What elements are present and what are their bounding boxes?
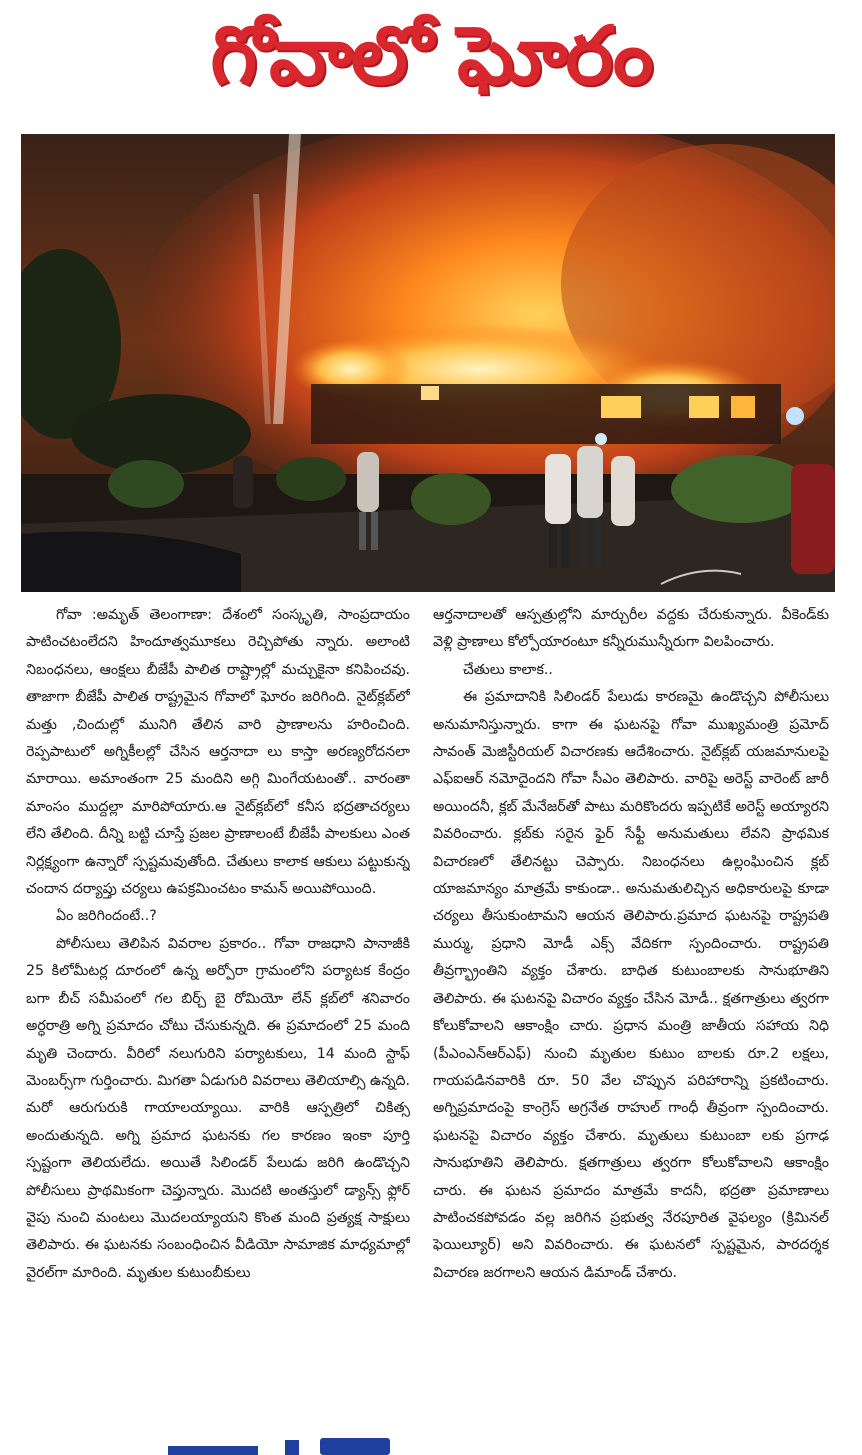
article-paragraph: గోవా :అమృత్ తెలంగాణా: దేశంలో సంస్కృతి, సాంప్రదాయం పాటించటంలేదని హిందూత్వమూకలు రెచ్చిపోతు న్నారు. అలాంటి నిబంధనలు, ఆంక్షలు బీజేపీ పాలిత రాష్ట్రాల్లో మచ్చుకైనా కనిపించవు. తాజాగా బీజేపీ పాలిత రాష్ట్రమైన గోవాలో ఘోరం జరిగింది. నైట్‌క్లబ్‌లో మత్తు ,చిందుల్లో మునిగి తేలిన వారి ప్రాణాలను హరించింది. రెప్పపాటులో అగ్నికీలల్లో చేసిన ఆర్తనాదా లు కాస్తా అరణ్యరోదనలా మారాయి. అమాంతంగా 25 మందిని అగ్గి మింగేయటంతో.. వారంతా మాంసం ముద్దల్లా మారిపోయారు.ఆ నైట్‌క్లబ్‌లో కనీస భద్రతాచర్యలు లేని తేలింది. దీన్ని బట్టి చూస్తే ప్రజల ప్రాణాలంటే బీజేపీ పాలకులు ఎంత నిర్లక్ష్యంగా ఉన్నారో స్పష్టమవుతోంది. చేతులు కాలాక ఆకులు పట్టుకున్న చందాన దర్యాప్తు చర్యలు ఉపక్రమించటం కామన్ అయిపోయింది. xyxy=(26,607,410,898)
article-subheading: చేతులు కాలాక.. xyxy=(463,661,553,678)
headline: గోవాలో ఘోరం xyxy=(210,9,652,102)
masthead-fragment-logo xyxy=(160,1436,410,1455)
article-paragraph: పోలీసులు తెలిపిన వివరాల ప్రకారం.. గోవా రాజధాని పానాజీకి 25 కిలోమీటర్ల దూరంలో ఉన్న అర్పోరా గ్రామంలోని పర్యాటక కేంద్రం బగా బీచ్ సమీపంలో గల బిర్చ్ బై రోమియో లేన్ క్లబ్‌లో శనివారం అర్ధరాత్రి అగ్ని ప్రమాదం చోటు చేసుకున్నది. ఈ ప్రమాదంలో 25 మంది మృతి చెందారు. వీరిలో నలుగురిని పర్యాటకులు, 14 మంది స్టాఫ్ మెంబర్స్‌గా గుర్తించారు. మిగతా ఏడుగురి వివరాలు తెలియాల్సి ఉన్నది. మరో ఆరుగురుకి గాయాలయ్యాయి. వారికి ఆస్పత్రిలో చికిత్స అందుతున్నది. అగ్ని ప్రమాద ఘటనకు గల కారణం ఇంకా పూర్తి స్పష్టంగా తెలియలేదు. అయితే సిలిండర్ పేలుడు జరిగి ఉండొచ్చని పోలీసులు ప్రాథమికంగా చెప్తున్నారు. మొదటి అంతస్తులో డ్యాన్స్ ఫ్లోర్ వైపు నుంచి మంటలు మొదలయ్యాయని కొంత మంది ప్రత్యక్ష సాక్షులు తెలిపారు. ఈ ఘటనకు సంబంధించిన వీడియో సామాజిక మాధ్యమాల్లో వైరల్‌గా మారింది. మృతుల కుటుంబీకులు xyxy=(26,935,410,1281)
fire-scene-photo xyxy=(21,134,835,592)
article-paragraph: ఈ ప్రమాదానికి సిలిండర్ పేలుడు కారణమై ఉండొచ్చని పోలీసులు అనుమానిస్తున్నారు. కాగా ఈ ఘటనపై గోవా ముఖ్యమంత్రి ప్రమోద్ సావంత్ మెజిస్టీరియల్ విచారణకు ఆదేశించారు. నైట్‌క్లబ్ యజమానులపై ఎఫ్ఐఆర్ నమోదైందని గోవా సీఎం తెలిపారు. వారిపై అరెస్ట్ వారెంట్ జారీ అయిందనీ, క్లబ్ మేనేజర్‌తో పాటు మరికొందరు ఇప్పటికే అరెస్ట్ అయ్యారని వివరించారు. క్లబ్‌కు సరైన ఫైర్ సేఫ్టీ అనుమతులు లేవని ప్రాథమిక విచారణలో తేలినట్టు చెప్పారు. నిబంధనలు ఉల్లంఘించిన క్లబ్ యాజమాన్యం మాత్రమే కాకుండా.. అనుమతులిచ్చిన అధికారులపై కూడా చర్యలు తీసుకుంటామని ఆయన తెలిపారు.ప్రమాద ఘటనపై రాష్ట్రపతి ముర్ము, ప్రధాని మోడీ ఎక్స్ వేదికగా స్పందించారు. రాష్ట్రపతి తీవ్రగ్భ్రాంతిని వ్యక్తం చేశారు. బాధిత కుటుంబాలకు సానుభూతిని తెలిపారు. ఈ ఘటనపై విచారం వ్యక్తం చేసిన మోడీ.. క్షతగాత్రులు త్వరగా కోలుకోవాలని ఆకాంక్షిం చారు. ప్రధాన మంత్రి జాతీయ సహాయ నిధి (పీఎంఎన్ఆర్ఎఫ్) నుంచి మృతుల కుటుం బాలకు రూ.2 లక్షలు, గాయపడినవారికి రూ. 50 వేల చొప్పున పరిహారాన్ని ప్రకటించారు. అగ్నిప్రమాదంపై కాంగ్రెస్ అగ్రనేత రాహుల్ గాంధీ తీవ్రంగా స్పందించారు. ఘటనపై విచారం వ్యక్తం చేశారు. మృతులు కుటుంబా లకు ప్రగాఢ సానుభూతిని తెలిపారు. క్షతగాత్రులు త్వరగా కోలుకోవాలని ఆకాంక్షిం చారు. ఈ ఘటన ప్రమాదం మాత్రమే కాదనీ, భద్రతా ప్రమాణాలు పాటించకపోవడం వల్ల జరిగిన ప్రభుత్వ నేరపూరిత వైఫల్యం (క్రిమినల్ ఫెయిల్యూర్) అని వివరించారు. ఈ ఘటనలో స్పష్టమైన, పారదర్శక విచారణ జరగాలని ఆయన డిమాండ్ చేశారు. xyxy=(433,689,829,1281)
article-paragraph: ఆర్తనాదాలతో ఆస్పత్రుల్లోని మార్చురీల వద్దకు చేరుకున్నారు. వీకెండ్‌కు వెళ్లి ప్రాణాలు కోల్పోయారంటూ కన్నీరుమున్నీరుగా విలపించారు. xyxy=(433,607,829,651)
article-subheading: ఏం జరిగిందంటే..? xyxy=(56,908,157,925)
fire-photo-illustration xyxy=(21,134,835,592)
article-right-column xyxy=(433,602,829,1412)
article-left-column xyxy=(26,602,410,1412)
